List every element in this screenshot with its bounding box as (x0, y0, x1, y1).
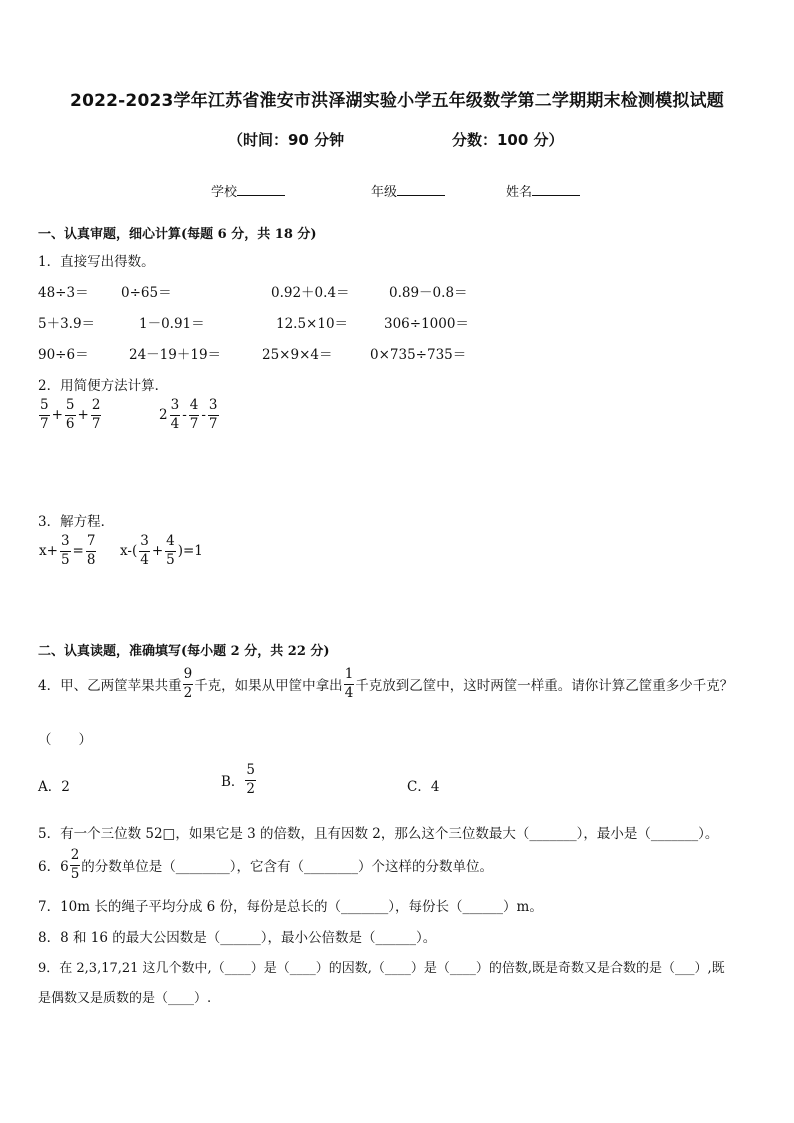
grade-field (371, 181, 445, 200)
fraction: $\frac{4}{7}$ (189, 397, 199, 432)
fraction: $\frac{3}{4}$ (140, 533, 149, 568)
exam-time: （时间：90 分钟 (228, 131, 345, 149)
fraction: $\frac{1}{4}$ (344, 666, 354, 701)
page-title: 2022-2023学年江苏省淮安市洪泽湖实验小学五年级数学第二学期期末检测模拟试题 (70, 91, 724, 111)
fraction: $\frac{4}{5}$ (166, 533, 175, 568)
fraction: $\frac{2}{7}$ (91, 397, 101, 432)
q1-label: 1．直接写出得数。 (38, 254, 155, 270)
q4-option-b: B． $\frac{5}{2}$ (221, 762, 256, 797)
fraction: $\frac{2}{5}$ (70, 847, 80, 882)
section2-heading: 二、认真读题，准确填写(每小题 2 分，共 22 分) (38, 644, 330, 659)
calc-cell: 0×735÷735＝ (370, 347, 467, 363)
fraction: $\frac{7}{8}$ (86, 533, 96, 568)
q4-option-c: C．4 (407, 779, 440, 795)
name-field (506, 181, 580, 200)
fraction: $\frac{5}{2}$ (246, 762, 256, 797)
exam-score: 分数：100 分） (452, 131, 564, 149)
calc-cell: 24－19＋19＝ (129, 347, 222, 363)
calc-cell: 0.89－0.8＝ (389, 285, 468, 301)
school-field (211, 181, 285, 200)
fraction: $\frac{3}{4}$ (170, 397, 180, 432)
calc-cell: 1－0.91＝ (139, 316, 205, 332)
q3-equation-2: x-( $\frac{3}{4}$ + $\frac{4}{5}$ )=1 (120, 533, 203, 568)
q3-equation-1: x+ $\frac{3}{5}$ = $\frac{7}{8}$ (39, 533, 96, 568)
calc-cell: 12.5×10＝ (276, 316, 349, 332)
q4-option-a: A．2 (38, 779, 70, 795)
calc-cell: 306÷1000＝ (384, 316, 469, 332)
section1-heading: 一、认真审题，细心计算(每题 6 分，共 18 分) (38, 227, 317, 242)
grade-label: 年级 (371, 185, 398, 200)
calc-cell: 0.92＋0.4＝ (271, 285, 350, 301)
q2-expression-1: $\frac{5}{7}$ + $\frac{5}{6}$ + $\frac{2}{7}$ (40, 397, 101, 432)
fraction: $\frac{3}{7}$ (208, 397, 218, 432)
q2-label: 2．用简便方法计算． (38, 378, 169, 394)
q7-text: 7．10m 长的绳子平均分成 6 份，每份是总长的（_______），每份长（______）m。 (38, 899, 543, 915)
q9-text-line1: 9．在 2,3,17,21 这几个数中,（____）是（____）的因数,（____）是（____）的倍数,既是奇数又是合数的是（___）,既 (38, 961, 725, 976)
fraction: $\frac{5}{6}$ (65, 397, 75, 432)
q4-answer-paren: （ ） (38, 732, 92, 748)
name-label: 姓名 (506, 185, 533, 200)
grade-blank (397, 183, 445, 196)
calc-cell: 5＋3.9＝ (38, 316, 96, 332)
q6-text: 6．6 $\frac{2}{5}$ 的分数单位是（________），它含有（________）个这样的分数单位。 (38, 847, 494, 882)
q8-text: 8．8 和 16 的最大公因数是（______），最小公倍数是（______）。 (38, 930, 437, 946)
name-blank (532, 183, 580, 196)
calc-cell: 90÷6＝ (38, 347, 89, 363)
calc-cell: 48÷3＝ (38, 285, 89, 301)
fraction: $\frac{9}{2}$ (183, 666, 193, 701)
q9-text-line2: 是偶数又是质数的是（____）. (38, 991, 212, 1006)
school-blank (237, 183, 285, 196)
q2-expression-2: 2 $\frac{3}{4}$ - $\frac{4}{7}$ - $\frac{3}{7}$ (159, 397, 218, 432)
q3-label: 3．解方程． (38, 514, 115, 530)
calc-cell: 0÷65＝ (121, 285, 172, 301)
fraction: $\frac{5}{7}$ (40, 397, 49, 432)
fraction: $\frac{3}{5}$ (60, 533, 70, 568)
school-label: 学校 (211, 185, 238, 200)
calc-cell: 25×9×4＝ (262, 347, 333, 363)
q5-text: 5．有一个三位数 52□，如果它是 3 的倍数，且有因数 2，那么这个三位数最大（_______），最小是（_______）。 (38, 826, 719, 842)
q4-text: 4．甲、乙两筐苹果共重 $\frac{9}{2}$ 千克，如果从甲筐中拿出 $\frac{1}{4}$ 千克放到乙筐中，这时两筐一样重。请你计算乙筐重多少千克？ (38, 666, 734, 701)
